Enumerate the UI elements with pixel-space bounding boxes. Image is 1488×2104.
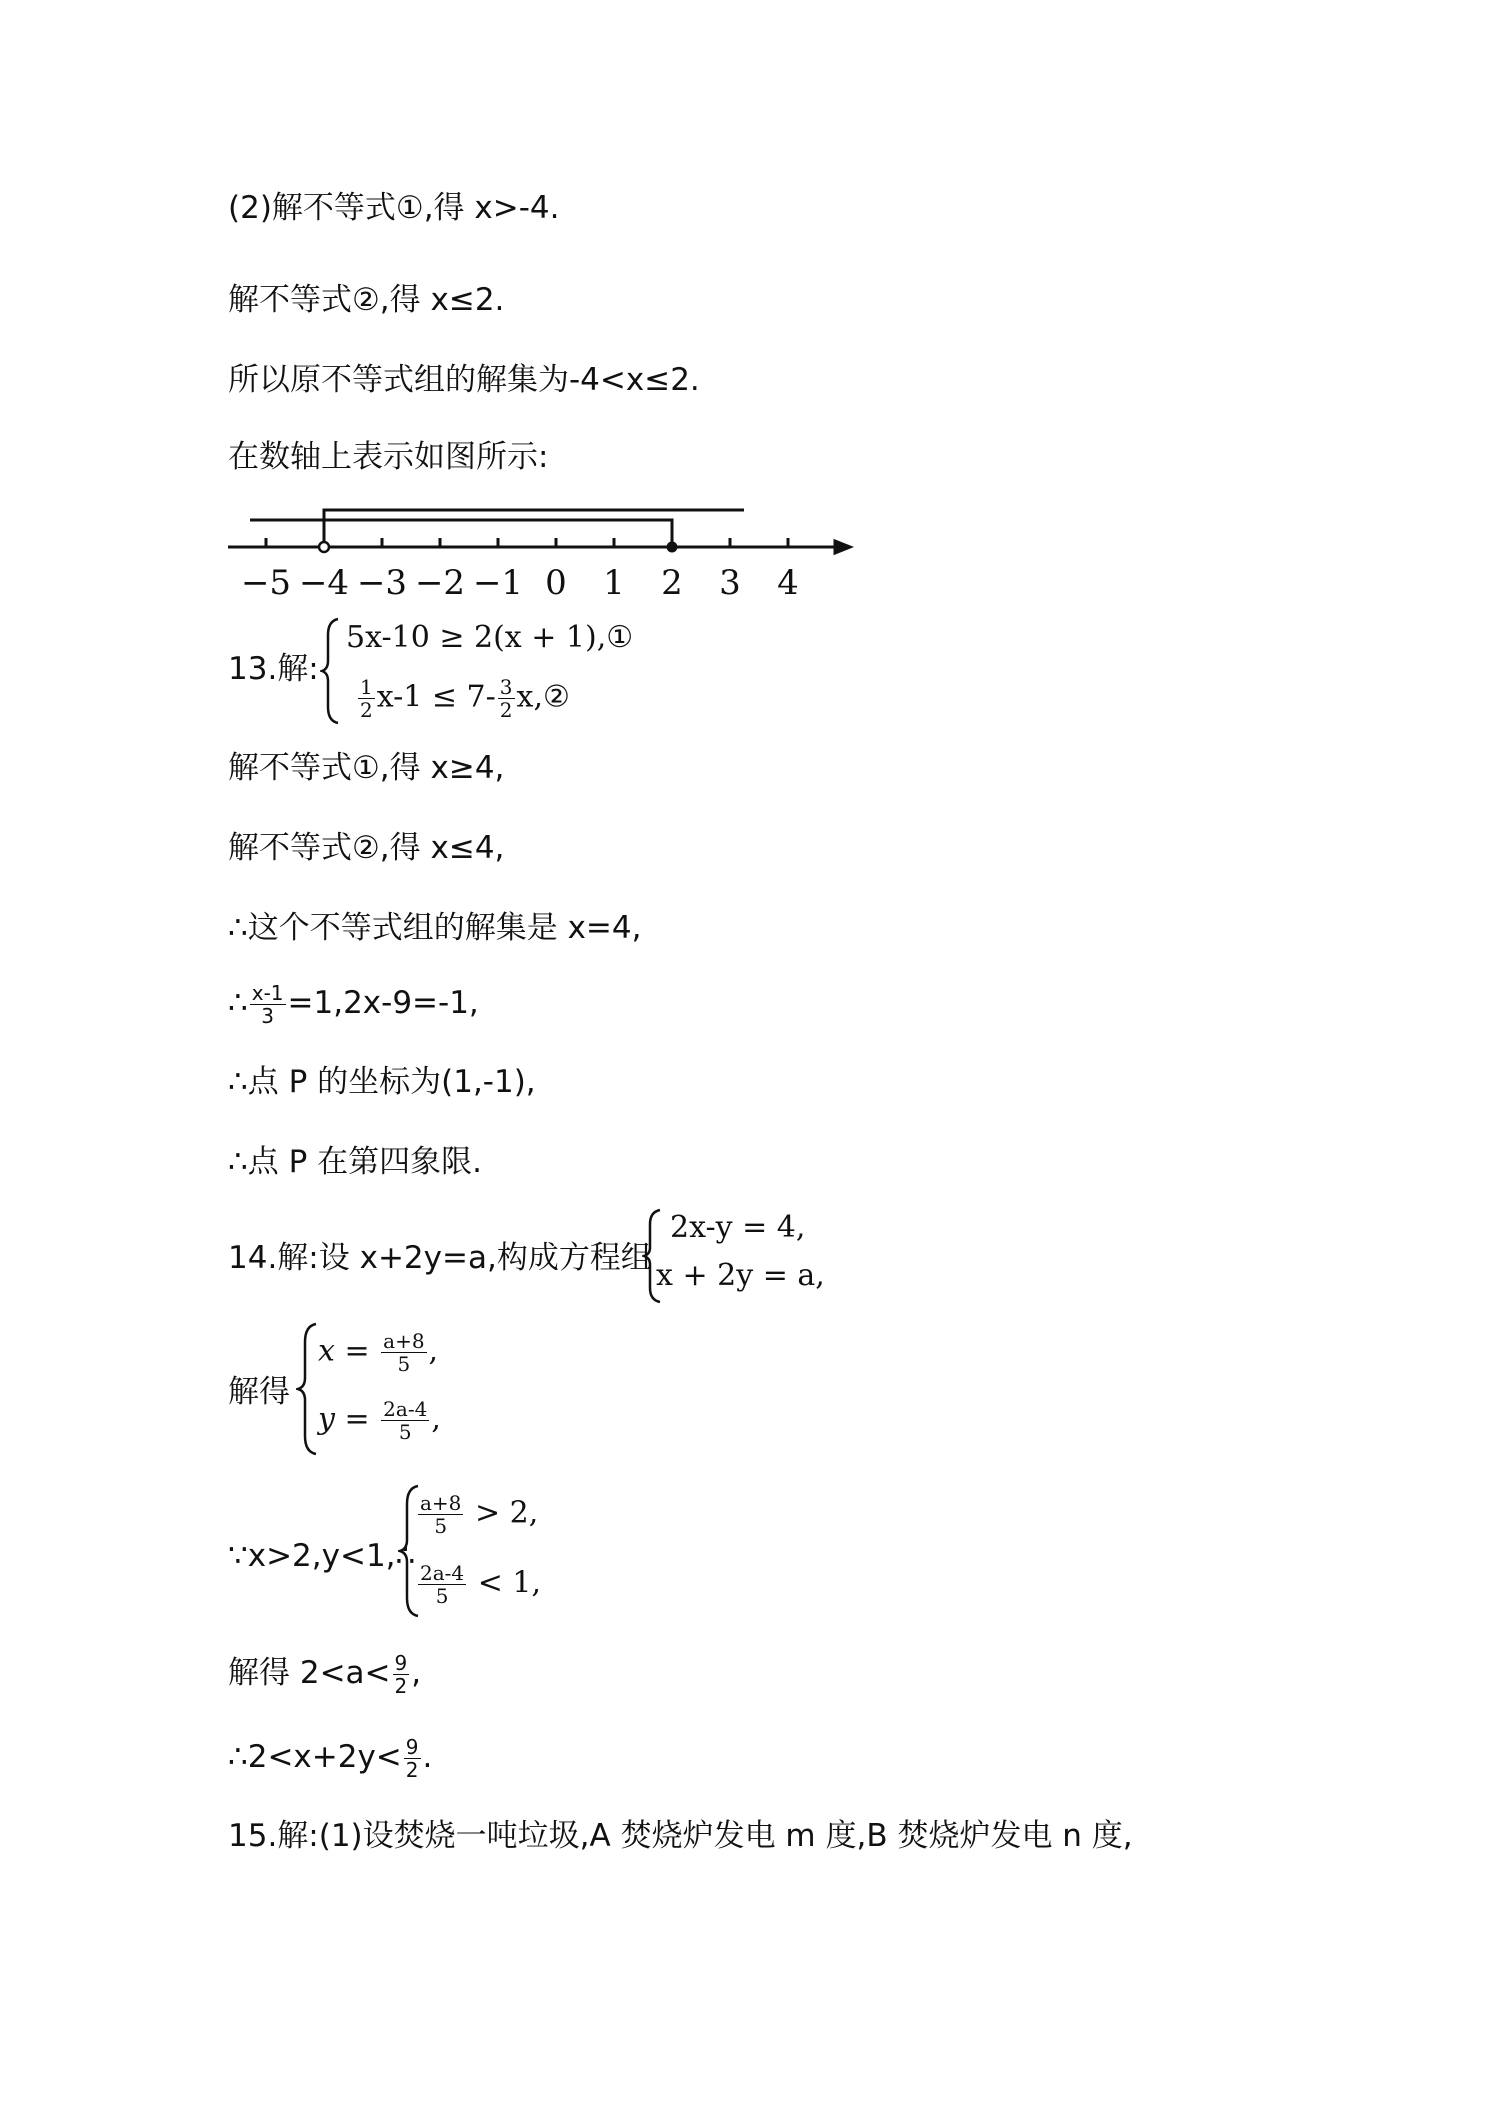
p14-prefix: 14.解:设 x+2y=a,构成方程组 <box>228 1240 652 1276</box>
text-line-3: 所以原不等式组的解集为-4<x≤2. <box>228 362 700 398</box>
p14-eq1: 2x-y = 4, <box>670 1210 806 1245</box>
fraction-a-plus-8-over-5: $\frac{a+8}{5}$ <box>383 1329 425 1376</box>
text-line-12: ∴2<x+2y< $\frac{9}{2}$ . <box>228 1735 433 1782</box>
tick-label: −5 <box>240 563 292 603</box>
fraction-2a-minus-4-over-5-b: $\frac{2a-4}{5}$ <box>420 1561 465 1608</box>
inequality-1: $\frac{a+8}{5}$ > 2, <box>420 1491 539 1538</box>
inequality-2: $\frac{2a-4}{5}$ < 1, <box>420 1561 541 1608</box>
text-line-5: 解不等式①,得 x≥4, <box>228 750 505 786</box>
number-line-figure <box>220 496 860 608</box>
text-line-13: 15.解:(1)设焚烧一吨垃圾,A 焚烧炉发电 m 度,B 焚烧炉发电 n 度, <box>228 1818 1133 1854</box>
fraction-a-plus-8-over-5-b: $\frac{a+8}{5}$ <box>420 1491 462 1538</box>
fraction-2a-minus-4-over-5: $\frac{2a-4}{5}$ <box>383 1397 428 1444</box>
tick-label: −4 <box>298 563 350 603</box>
tick-label: −1 <box>472 563 524 603</box>
text-line-2: 解不等式②,得 x≤2. <box>228 282 505 318</box>
fraction-three-halves: $\frac{3}{2}$ <box>499 675 513 722</box>
p13-eq1: 5x-10 ≥ 2(x + 1),① <box>346 620 634 655</box>
solution-bracket-less <box>250 520 672 547</box>
solve-brace <box>296 1322 320 1456</box>
tick-label: 1 <box>603 563 625 603</box>
text-line-4: 在数轴上表示如图所示: <box>228 439 549 475</box>
tick-label: −3 <box>356 563 408 603</box>
tick-label: 2 <box>661 563 683 603</box>
tick-label: −2 <box>414 563 466 603</box>
p13-brace <box>320 617 342 725</box>
fraction-x-minus-1-over-3: $\frac{x-1}{3}$ <box>251 981 284 1028</box>
text-line-11: 解得 2<a< $\frac{9}{2}$ , <box>228 1651 422 1698</box>
text-line-6: 解不等式②,得 x≤4, <box>228 830 505 866</box>
text-line-1: (2)解不等式①,得 x>-4. <box>228 190 560 226</box>
solve-prefix: 解得 <box>228 1374 290 1410</box>
axis-arrow <box>835 541 850 553</box>
tick-label: 3 <box>719 563 741 603</box>
tick-label: 4 <box>777 563 799 603</box>
fraction-nine-halves-b: $\frac{9}{2}$ <box>405 1735 419 1782</box>
solution-bracket-greater <box>324 510 744 547</box>
fraction-half: $\frac{1}{2}$ <box>360 675 373 722</box>
fraction-nine-halves: $\frac{9}{2}$ <box>394 1651 408 1698</box>
text-line-7: ∴这个不等式组的解集是 x=4, <box>228 910 642 946</box>
p13-eq2: $\frac{1}{2}$ x-1 ≤ 7- $\frac{3}{2}$ x,② <box>360 675 570 722</box>
tick-label: 0 <box>545 563 567 603</box>
open-point <box>319 542 329 552</box>
since-prefix: ∵x>2,y<1,∴ <box>228 1538 416 1574</box>
solution-y: y = $\frac{2a-4}{5}$ , <box>318 1397 441 1444</box>
closed-point <box>667 542 678 553</box>
p14-eq2: x + 2y = a, <box>656 1258 825 1293</box>
p13-prefix: 13.解: <box>228 651 319 687</box>
text-line-10: ∴点 P 在第四象限. <box>228 1144 482 1180</box>
solution-x: x = $\frac{a+8}{5}$ , <box>318 1329 439 1376</box>
text-line-8: ∴ $\frac{x-1}{3}$ =1,2x-9=-1, <box>228 981 479 1028</box>
text-line-9: ∴点 P 的坐标为(1,-1), <box>228 1064 536 1100</box>
